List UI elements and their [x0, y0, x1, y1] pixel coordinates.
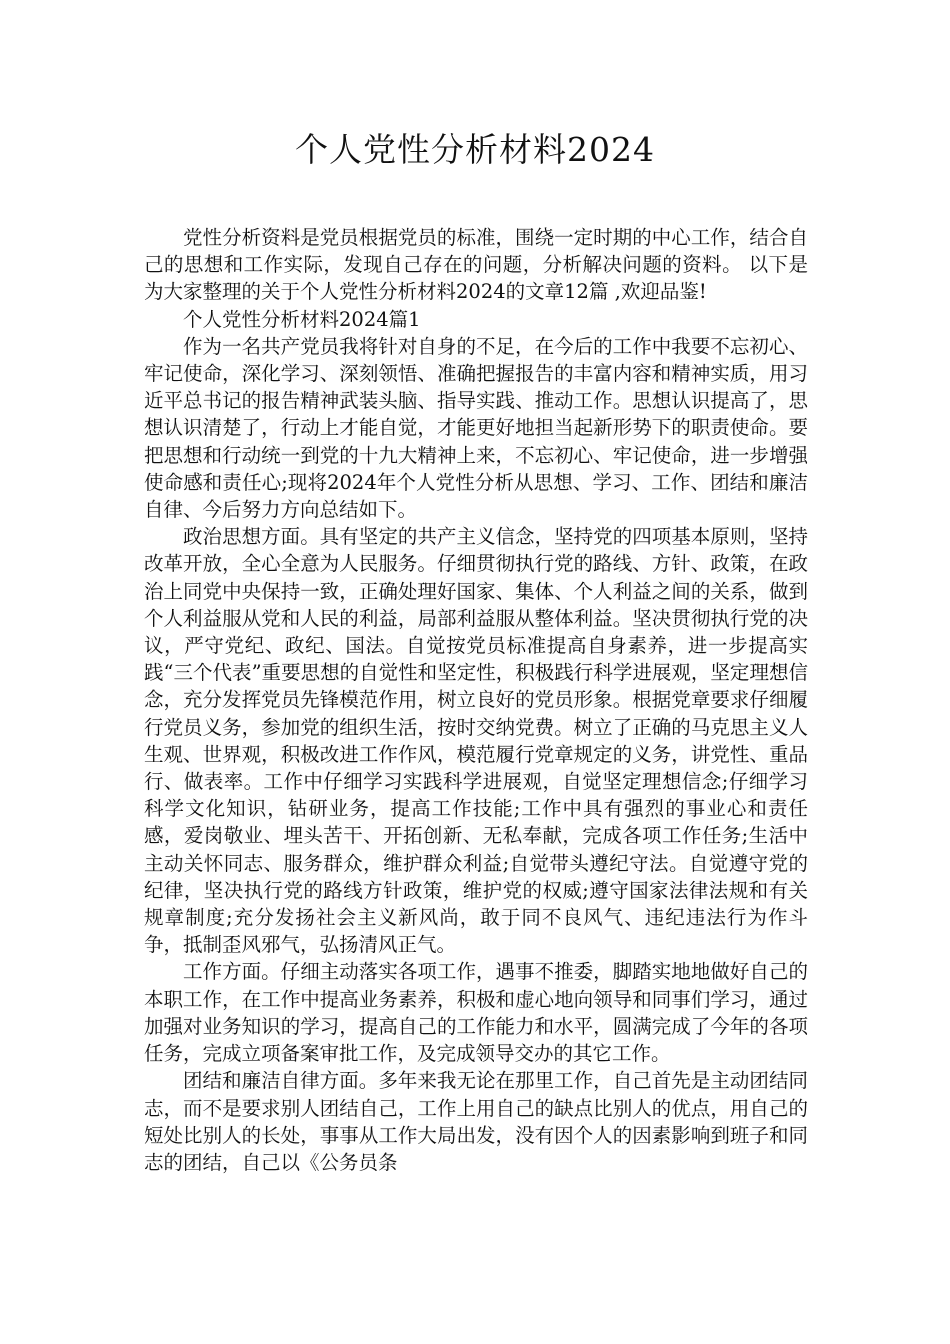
document-body [144, 224, 808, 1176]
body-paragraph: 团结和廉洁自律方面。多年来我无论在那里工作，自己首先是主动团结同志，而不是要求别人团结自己，工作上用自己的缺点比别人的优点，用自己的短处比别人的长处，事事从工作大局出发，没有因个人的因素影响到班子和同志的团结，自己以《公务员条 [144, 1069, 808, 1174]
body-paragraph: 作为一名共产党员我将针对自身的不足，在今后的工作中我要不忘初心、牢记使命，深化学习、深刻领悟、准确把握报告的丰富内容和精神实质，用习近平总书记的报告精神武装头脑、指导实践、推动工作。思想认识提高了，思想认识清楚了，行动上才能自觉，才能更好地担当起新形势下的职责使命。要把思想和行动统一到党的十九大精神上来，不忘初心、牢记使命，进一步增强使命感和责任心;现将2024年个人党性分析从思想、学习、工作、团结和廉洁自律、今后努力方向总结如下。 [144, 334, 808, 522]
body-paragraph: 政治思想方面。具有坚定的共产主义信念，坚持党的四项基本原则，坚持改革开放，全心全意为人民服务。仔细贯彻执行党的路线、方针、政策，在政治上同党中央保持一致，正确处理好国家、集体、个人利益之间的关系，做到个人利益服从党和人民的利益，局部利益服从整体利益。坚决贯彻执行党的决议，严守党纪、政纪、国法。自觉按党员标准提高自身素养，进一步提高实践“三个代表”重要思想的自觉性和坚定性，积极践行科学进展观，坚定理想信念，充分发挥党员先锋模范作用，树立良好的党员形象。根据党章要求仔细履行党员义务，参加党的组织生活，按时交纳党费。树立了正确的马克思主义人生观、世界观，积极改进工作作风，模范履行党章规定的义务，讲党性、重品行、做表率。工作中仔细学习实践科学进展观，自觉坚定理想信念;仔细学习科学文化知识，钻研业务，提高工作技能;工作中具有强烈的事业心和责任感，爱岗敬业、埋头苦干、开拓创新、无私奉献，完成各项工作任务;生活中主动关怀同志、服务群众，维护群众利益;自觉带头遵纪守法。自觉遵守党的纪律，坚决执行党的路线方针政策，维护党的权威;遵守国家法律法规和有关规章制度;充分发扬社会主义新风尚，敢于同不良风气、违纪违法行为作斗争，抵制歪风邪气，弘扬清风正气。 [144, 525, 808, 957]
document-title: 个人党性分析材料2024 [295, 130, 655, 169]
intro-paragraph: 党性分析资料是党员根据党员的标准，围绕一定时期的中心工作，结合自己的思想和工作实际，发现自己存在的问题，分析解决问题的资料。 以下是为大家整理的关于个人党性分析材料2024的文章12篇 ,欢迎品鉴! [144, 226, 808, 304]
body-paragraph: 工作方面。仔细主动落实各项工作，遇事不推委，脚踏实地地做好自己的本职工作，在工作中提高业务素养，积极和虚心地向领导和同事们学习，通过加强对业务知识的学习，提高自己的工作能力和水平，圆满完成了今年的各项任务，完成立项备案审批工作，及完成领导交办的其它工作。 [144, 960, 808, 1066]
section-heading: 个人党性分析材料2024篇1 [183, 307, 421, 331]
